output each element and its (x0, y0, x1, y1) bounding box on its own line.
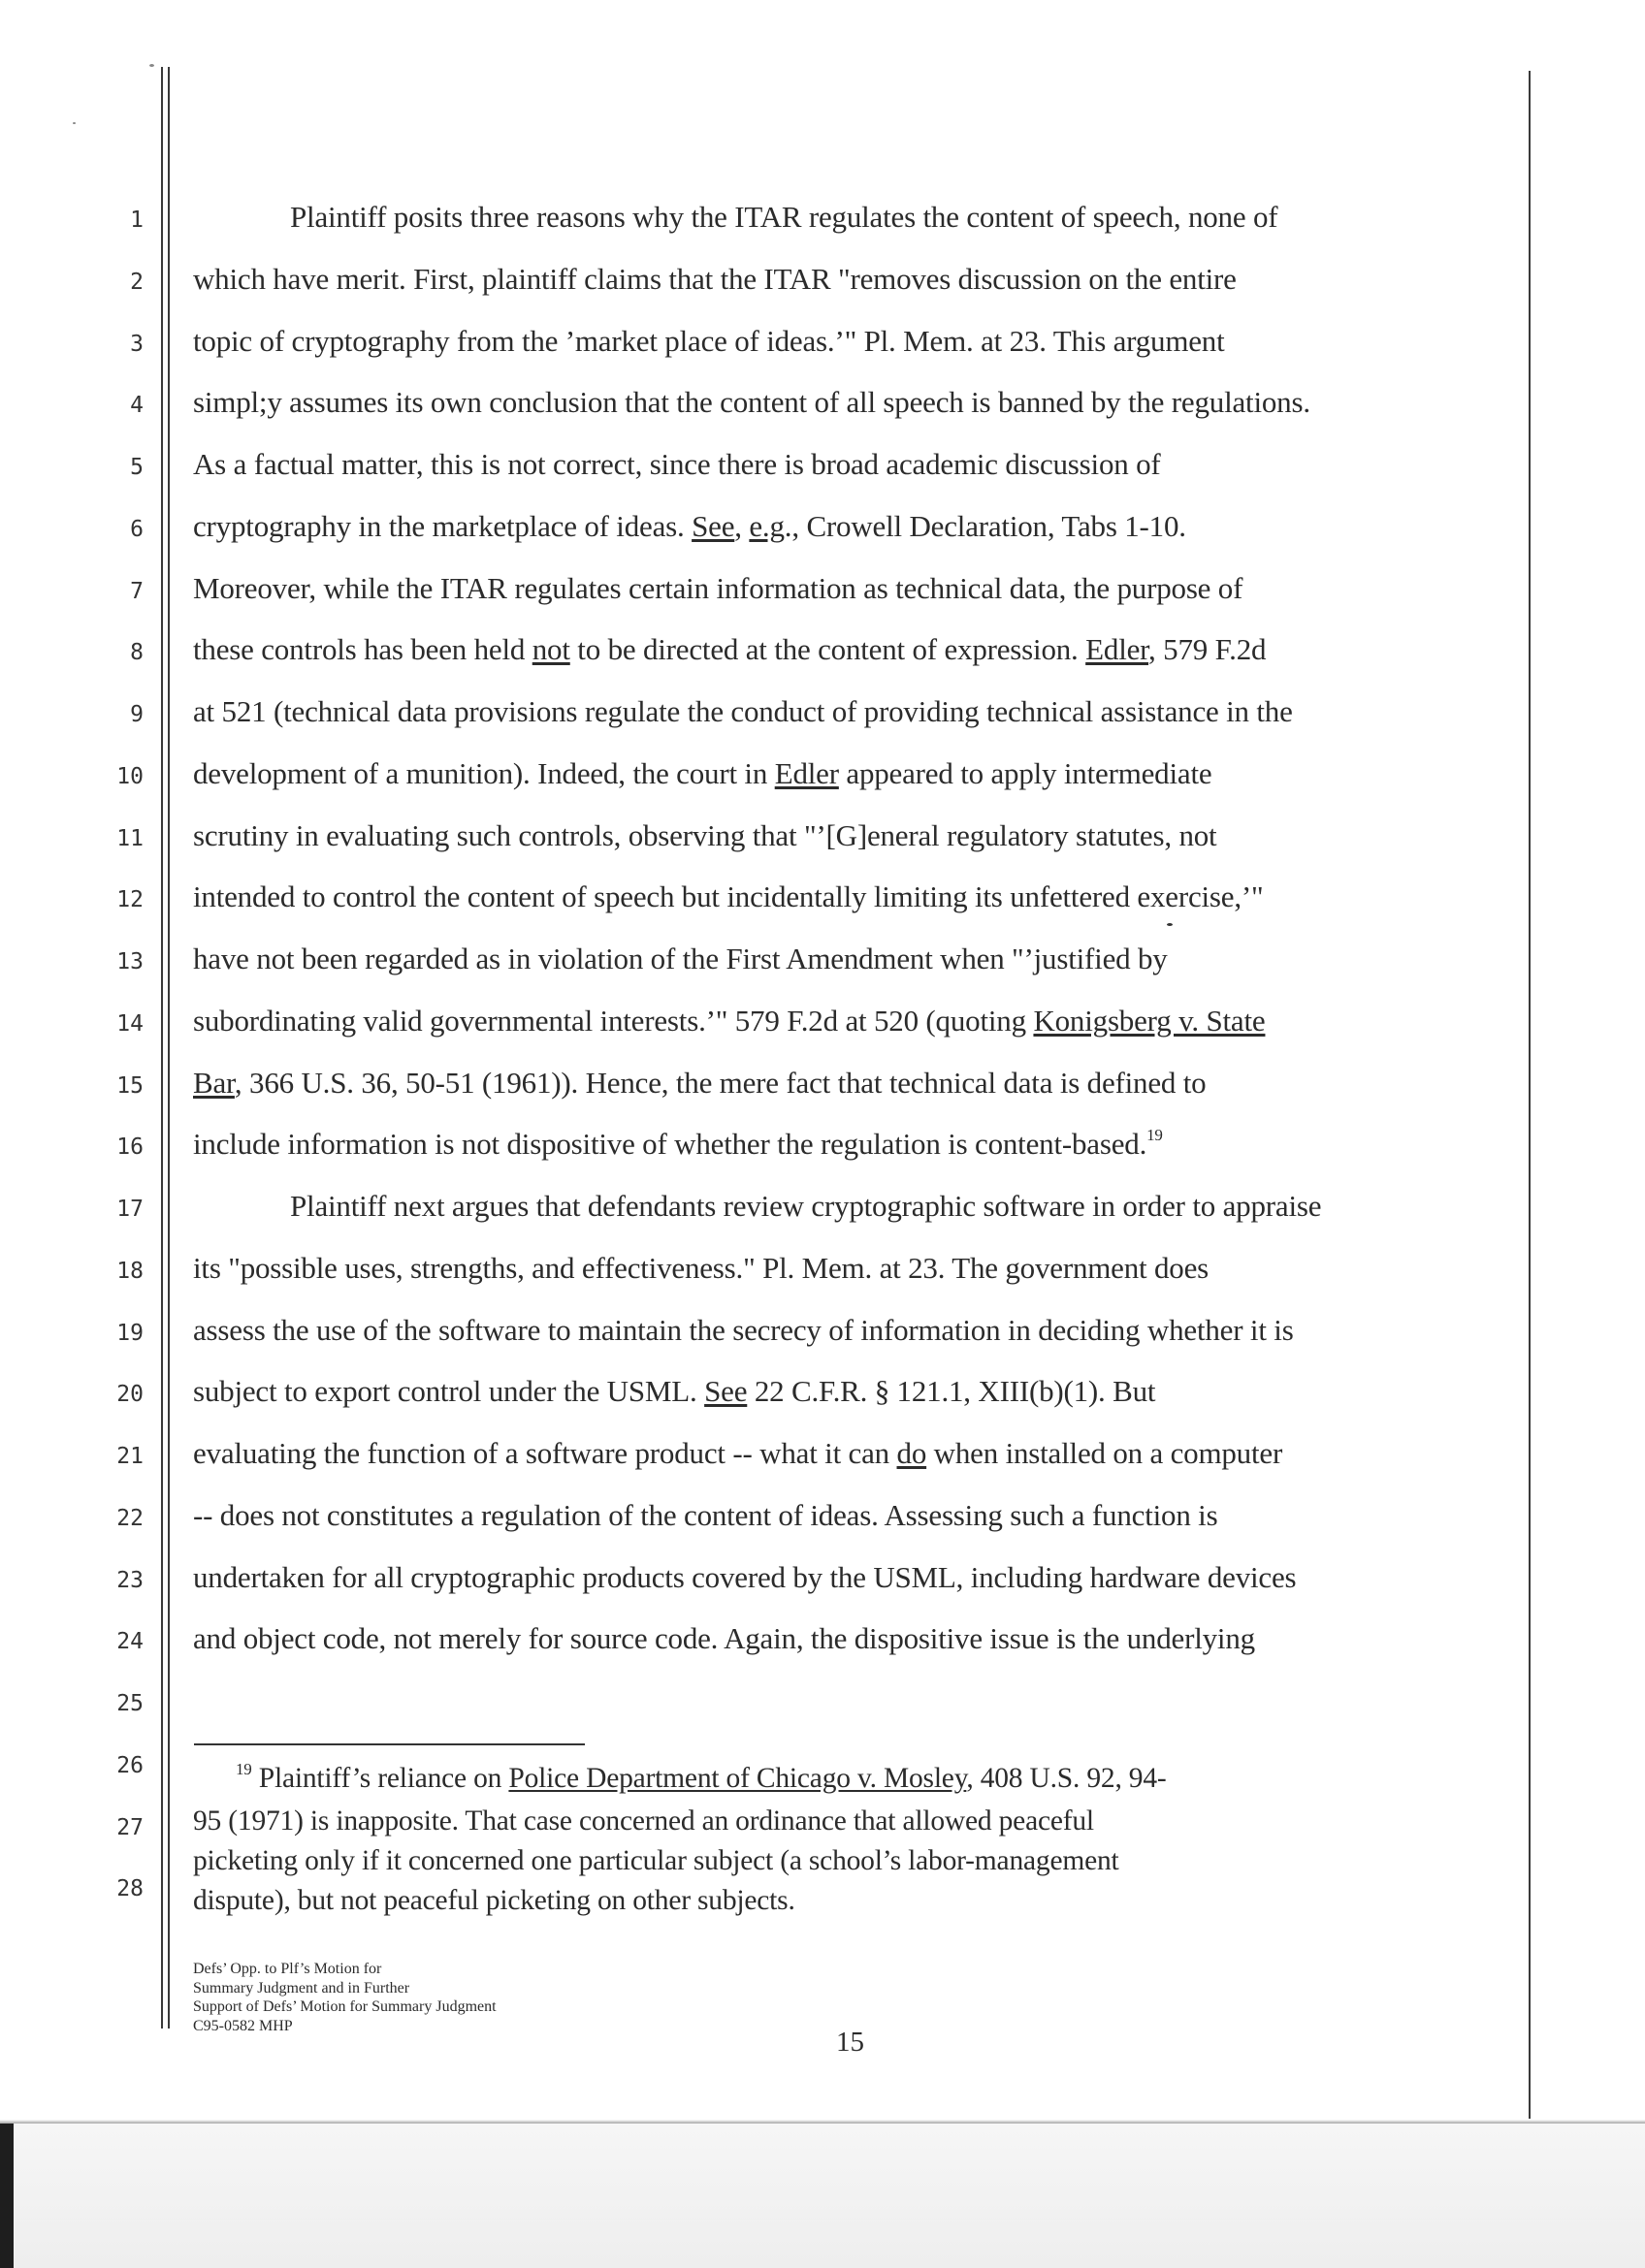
text-run: scrutiny in evaluating such controls, observing that "’[G]eneral regulatory statutes, not (193, 817, 1217, 852)
body-line (193, 1374, 1155, 1409)
citation: Edler (1085, 632, 1149, 667)
body-line (193, 818, 1216, 853)
text-run: undertaken for all cryptographic products covered by the USML, including hardware devices (193, 1559, 1297, 1594)
line-number: 17 (116, 1197, 144, 1222)
body-line (193, 1621, 1255, 1656)
text-run: subordinating valid governmental interests.’" 579 F.2d at 520 (quoting (193, 1003, 1034, 1038)
text-run: Moreover, while the ITAR regulates certain information as technical data, the purpose of (193, 570, 1243, 605)
citation: e.g (749, 508, 785, 543)
line-number: 25 (116, 1691, 144, 1716)
footnote-number: 19 (236, 1760, 252, 1778)
scanner-background (0, 2124, 1645, 2268)
line-number: 1 (130, 208, 144, 233)
body-line (193, 447, 1161, 482)
line-number: 14 (116, 1010, 144, 1037)
footnote-line (193, 1805, 1094, 1837)
citation: Bar (193, 1065, 235, 1100)
line-number: 13 (116, 949, 144, 974)
text-run: Plaintiff’s reliance on (251, 1763, 509, 1794)
footnote-separator (194, 1743, 585, 1745)
line-number: 18 (116, 1258, 144, 1284)
line-number: 20 (116, 1382, 144, 1408)
line-number: 23 (116, 1567, 144, 1593)
text-run: cryptography in the marketplace of ideas. (193, 508, 693, 543)
text-run: , (734, 508, 750, 543)
text-run: -- does not constitutes a regulation of the content of ideas. Assessing such a function is (193, 1497, 1218, 1532)
text-run: , 408 U.S. 92, 94- (966, 1763, 1167, 1794)
body-line (193, 1127, 1163, 1162)
line-number: 27 (116, 1814, 144, 1840)
body-line (193, 1251, 1209, 1286)
body-line (193, 571, 1242, 606)
text-run: include information is not dispositive of whether the regulation is content-based. (193, 1127, 1147, 1162)
text-run: , 579 F.2d (1148, 632, 1267, 667)
text-run: ., Crowell Declaration, Tabs 1-10. (784, 508, 1186, 543)
body-line (193, 879, 1263, 914)
right-margin-rule (1529, 71, 1531, 2119)
line-number: 5 (130, 455, 144, 480)
footnote-reference: 19 (1146, 1126, 1163, 1145)
line-number: 11 (116, 825, 144, 851)
text-run: and object code, not merely for source code. Again, the dispositive issue is the underlying (193, 1621, 1255, 1656)
line-number: 24 (116, 1629, 144, 1655)
body-line (193, 1066, 1206, 1101)
text-run: , 366 U.S. 36, 50-51 (1961)). Hence, the mere fact that technical data is defined to (234, 1065, 1207, 1100)
line-number: 28 (116, 1876, 144, 1902)
text-run: Plaintiff next argues that defendants review cryptographic software in order to appraise (290, 1189, 1322, 1223)
line-number: 3 (130, 331, 144, 357)
line-number: 2 (130, 269, 144, 295)
footnote-line (193, 1845, 1119, 1877)
line-number: 8 (130, 640, 144, 666)
body-line (193, 385, 1310, 420)
body-line (193, 1436, 1282, 1471)
text-run: Plaintiff posits three reasons why the ITAR regulates the content of speech, none of (290, 200, 1278, 234)
citation: See (704, 1374, 748, 1409)
text-run: topic of cryptography from the ’market place of ideas.’" Pl. Mem. at 23. This argument (193, 323, 1225, 358)
line-number: 10 (116, 763, 144, 789)
body-line (193, 1498, 1217, 1533)
scan-speck (1167, 923, 1173, 926)
line-number: 26 (116, 1752, 144, 1778)
footer-caption-line: Defs’ Opp. to Plf’s Motion for (193, 1961, 382, 1977)
text-run: its "possible uses, strengths, and effectiveness." Pl. Mem. at 23. The government does (193, 1250, 1210, 1285)
body-line (193, 1560, 1296, 1595)
text-run: dispute), but not peaceful picketing on other subjects. (193, 1885, 795, 1916)
text-run: picketing only if it concerned one particular subject (a school’s labor-management (193, 1845, 1119, 1876)
scan-speck (73, 122, 76, 124)
text-run: appeared to apply intermediate (838, 755, 1212, 790)
line-number: 12 (116, 887, 144, 913)
text-run: As a factual matter, this is not correct, since there is broad academic discussion of (193, 447, 1161, 481)
text-run: intended to control the content of speech but incidentally limiting its unfettered exercise,’" (193, 879, 1264, 914)
body-line (193, 632, 1266, 667)
line-number: 22 (116, 1505, 144, 1531)
body-line (193, 509, 1186, 544)
left-margin-rule-inner (168, 67, 170, 2028)
body-line (193, 756, 1211, 791)
citation: See (692, 508, 735, 543)
body-line (193, 324, 1225, 359)
text-run: these controls has been held (193, 632, 532, 667)
line-number: 4 (130, 393, 144, 419)
line-number: 16 (116, 1134, 144, 1161)
text-run: to be directed at the content of expression. (569, 632, 1086, 667)
text-run: at 521 (technical data provisions regulate the conduct of providing technical assistance in the (193, 694, 1293, 728)
footer-caption (193, 1960, 497, 2035)
footer-caption-line: C95-0582 MHP (193, 2017, 293, 2034)
text-run: subject to export control under the USML. (193, 1374, 705, 1409)
text-run: development of a munition). Indeed, the court in (193, 755, 775, 790)
footnote-line (193, 1760, 1167, 1795)
body-line (193, 1313, 1294, 1348)
text-run: simpl;y assumes its own conclusion that the content of all speech is banned by the regulations. (193, 385, 1310, 420)
left-margin-rule (161, 67, 163, 2028)
citation: not (532, 632, 570, 667)
page-number: 15 (836, 2027, 864, 2058)
line-number: 6 (130, 516, 144, 542)
text-run: evaluating the function of a software product -- what it can (193, 1436, 897, 1470)
body-line (193, 1004, 1265, 1038)
citation: Police Department of Chicago v. Mosley (508, 1763, 967, 1794)
footer-caption-line: Summary Judgment and in Further (193, 1979, 410, 1996)
line-number: 7 (130, 578, 144, 604)
footer-caption-line: Support of Defs’ Motion for Summary Judgment (193, 1998, 497, 2015)
citation: Konigsberg v. State (1033, 1003, 1266, 1038)
body-line (193, 200, 1277, 235)
body-line (193, 694, 1293, 729)
text-run: have not been regarded as in violation of the First Amendment when "’justified by (193, 942, 1168, 975)
text-run: 95 (1971) is inapposite. That case concerned an ordinance that allowed peaceful (193, 1805, 1094, 1837)
scan-speck (149, 64, 154, 67)
body-line (193, 262, 1237, 297)
line-number: 21 (116, 1444, 144, 1469)
citation: Edler (774, 755, 839, 790)
citation: do (896, 1436, 927, 1470)
line-number: 19 (116, 1320, 144, 1346)
text-run: assess the use of the software to maintain the secrecy of information in deciding whether it is (193, 1312, 1294, 1347)
line-number: 15 (116, 1072, 144, 1099)
body-line (193, 1189, 1321, 1224)
scanner-edge (0, 2124, 14, 2268)
line-number: 9 (130, 702, 144, 727)
footnote-line (193, 1885, 795, 1917)
text-run: when installed on a computer (926, 1436, 1283, 1470)
body-line (193, 942, 1168, 976)
text-run: 22 C.F.R. § 121.1, XIII(b)(1). But (747, 1374, 1156, 1409)
text-run: which have merit. First, plaintiff claims that the ITAR "removes discussion on the entire (193, 261, 1237, 296)
